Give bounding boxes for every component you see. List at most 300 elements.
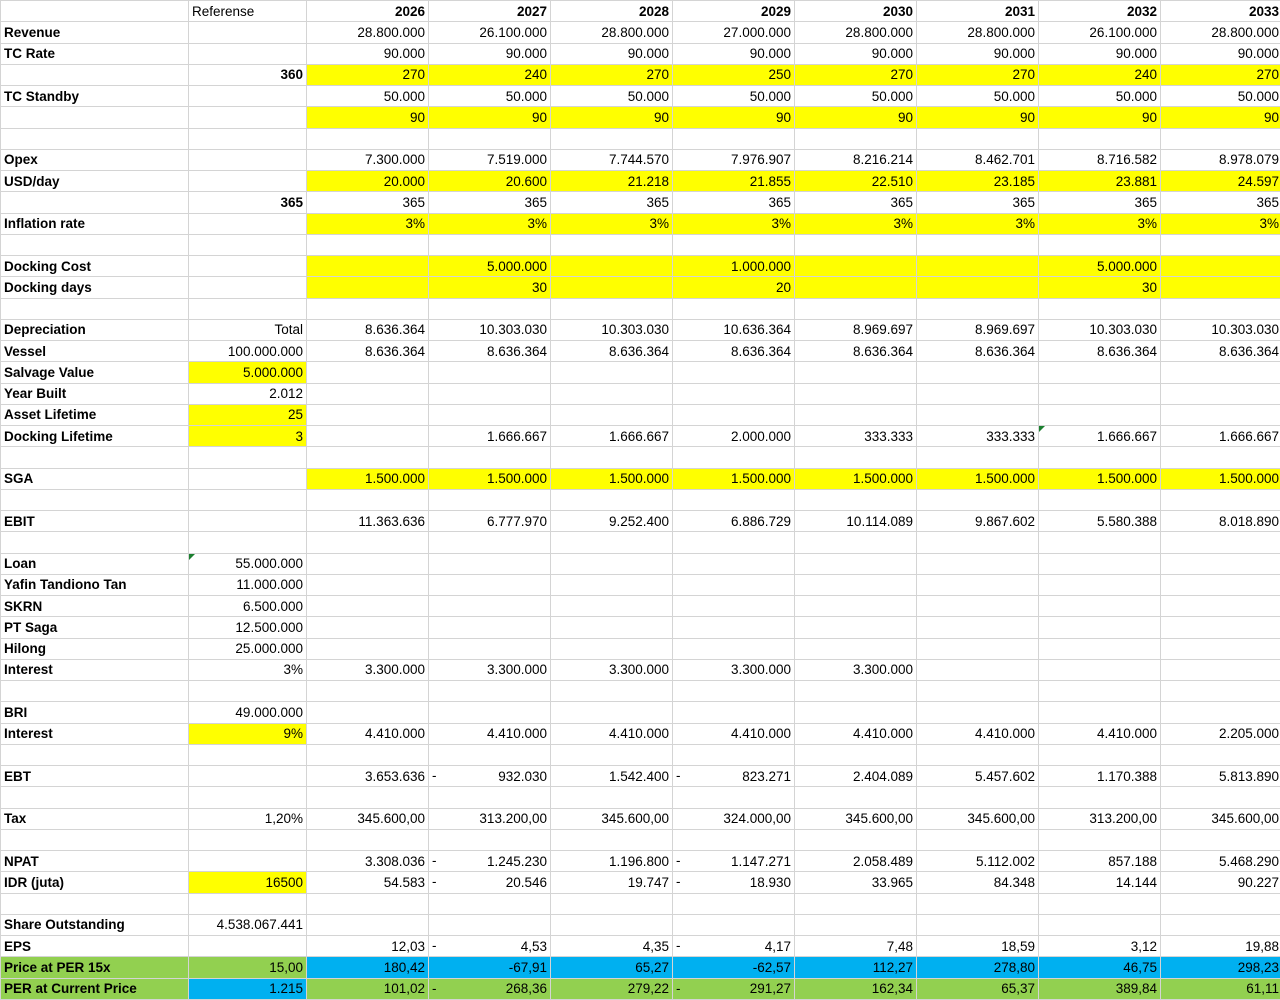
blank-2-2026[interactable] [307, 234, 429, 255]
vessel-2033[interactable] [1161, 341, 1280, 362]
docking-days-2030[interactable] [795, 277, 917, 298]
blank-8-2027[interactable] [429, 744, 551, 765]
blank-6-2033[interactable] [1161, 532, 1280, 553]
inflation-rate-2031[interactable] [917, 213, 1039, 234]
pt-saga-2026[interactable] [307, 617, 429, 638]
blank-1-2029[interactable] [673, 128, 795, 149]
loan-2027[interactable] [429, 553, 551, 574]
loan-reference[interactable] [189, 553, 307, 574]
year-built-2026[interactable] [307, 383, 429, 404]
docking-lifetime-2027[interactable] [429, 426, 551, 447]
interest-bri-2029[interactable] [673, 723, 795, 744]
blank-8-2030[interactable] [795, 744, 917, 765]
blank-10-2030[interactable] [795, 829, 917, 850]
vessel-2028[interactable] [551, 341, 673, 362]
eps-2031[interactable] [917, 936, 1039, 957]
docking-cost-2030[interactable] [795, 256, 917, 277]
docking-days-2033[interactable] [1161, 277, 1280, 298]
interest-bri-2027[interactable] [429, 723, 551, 744]
tax-2026[interactable] [307, 808, 429, 829]
price-per-15x-2027[interactable] [429, 957, 551, 978]
blank-8-2033[interactable] [1161, 744, 1280, 765]
docking-lifetime-reference[interactable] [189, 426, 307, 447]
share-outstanding-2028[interactable] [551, 914, 673, 935]
interest-bri-2030[interactable] [795, 723, 917, 744]
blank-5-2033[interactable] [1161, 489, 1280, 510]
blank-7-2027[interactable] [429, 681, 551, 702]
blank-7-2031[interactable] [917, 681, 1039, 702]
docking-lifetime-2028[interactable] [551, 426, 673, 447]
pt-saga-2030[interactable] [795, 617, 917, 638]
tc-standby-2028[interactable] [551, 86, 673, 107]
tc-standby-2027[interactable] [429, 86, 551, 107]
blank-7-label[interactable] [1, 681, 189, 702]
ebt-2033[interactable] [1161, 766, 1280, 787]
npat-2028[interactable] [551, 851, 673, 872]
pt-saga-2033[interactable] [1161, 617, 1280, 638]
salvage-value-2026[interactable] [307, 362, 429, 383]
tc-rate-2032[interactable] [1039, 43, 1161, 64]
idr-juta-2029[interactable] [673, 872, 795, 893]
interest-loan-reference[interactable] [189, 659, 307, 680]
year-header-2033[interactable]: 2033 [1161, 1, 1280, 22]
price-per-15x-2031[interactable] [917, 957, 1039, 978]
hilong-2026[interactable] [307, 638, 429, 659]
salvage-value-2032[interactable] [1039, 362, 1161, 383]
per-current-price-2027[interactable] [429, 978, 551, 999]
yafin-2030[interactable] [795, 574, 917, 595]
eps-2028[interactable] [551, 936, 673, 957]
loan-2031[interactable] [917, 553, 1039, 574]
pt-saga-reference[interactable] [189, 617, 307, 638]
ebt-2028[interactable] [551, 766, 673, 787]
interest-loan-2027[interactable] [429, 659, 551, 680]
vessel-2031[interactable] [917, 341, 1039, 362]
year-header-2031[interactable]: 2031 [917, 1, 1039, 22]
salvage-value-reference[interactable] [189, 362, 307, 383]
hilong-label[interactable]: Hilong [1, 638, 189, 659]
bri-2029[interactable] [673, 702, 795, 723]
blank-6-2028[interactable] [551, 532, 673, 553]
ebt-2027[interactable] [429, 766, 551, 787]
eps-2029[interactable] [673, 936, 795, 957]
blank-2-reference[interactable] [189, 234, 307, 255]
pt-saga-2027[interactable] [429, 617, 551, 638]
npat-label[interactable]: NPAT [1, 851, 189, 872]
opex-2031[interactable] [917, 149, 1039, 170]
bri-2028[interactable] [551, 702, 673, 723]
share-outstanding-2026[interactable] [307, 914, 429, 935]
blank-4-2033[interactable] [1161, 447, 1280, 468]
tc-days-2028[interactable] [551, 64, 673, 85]
usd-day-2031[interactable] [917, 171, 1039, 192]
idr-juta-2027[interactable] [429, 872, 551, 893]
npat-2027[interactable] [429, 851, 551, 872]
share-outstanding-2033[interactable] [1161, 914, 1280, 935]
per-current-price-reference[interactable] [189, 978, 307, 999]
docking-cost-2028[interactable] [551, 256, 673, 277]
blank-2-2029[interactable] [673, 234, 795, 255]
opex-days-2030[interactable] [795, 192, 917, 213]
inflation-rate-2032[interactable] [1039, 213, 1161, 234]
idr-juta-2028[interactable] [551, 872, 673, 893]
standby-days-2031[interactable] [917, 107, 1039, 128]
blank-10-2029[interactable] [673, 829, 795, 850]
blank-10-label[interactable] [1, 829, 189, 850]
loan-2029[interactable] [673, 553, 795, 574]
interest-loan-2026[interactable] [307, 659, 429, 680]
blank-7-2030[interactable] [795, 681, 917, 702]
sga-2030[interactable] [795, 468, 917, 489]
reference-header[interactable]: Referense [189, 1, 307, 22]
yafin-2029[interactable] [673, 574, 795, 595]
blank-7-2026[interactable] [307, 681, 429, 702]
blank-10-2027[interactable] [429, 829, 551, 850]
skrn-label[interactable]: SKRN [1, 596, 189, 617]
blank-8-2031[interactable] [917, 744, 1039, 765]
hilong-2030[interactable] [795, 638, 917, 659]
npat-2032[interactable] [1039, 851, 1161, 872]
tc-standby-2026[interactable] [307, 86, 429, 107]
tax-2030[interactable] [795, 808, 917, 829]
share-outstanding-2027[interactable] [429, 914, 551, 935]
salvage-value-2029[interactable] [673, 362, 795, 383]
loan-2032[interactable] [1039, 553, 1161, 574]
standby-days-2032[interactable] [1039, 107, 1161, 128]
usd-day-label[interactable]: USD/day [1, 171, 189, 192]
blank-11-2032[interactable] [1039, 893, 1161, 914]
blank-1-2027[interactable] [429, 128, 551, 149]
blank-1-2033[interactable] [1161, 128, 1280, 149]
tc-rate-2033[interactable] [1161, 43, 1280, 64]
skrn-2033[interactable] [1161, 596, 1280, 617]
blank-5-label[interactable] [1, 489, 189, 510]
asset-lifetime-reference[interactable] [189, 404, 307, 425]
blank-1-2032[interactable] [1039, 128, 1161, 149]
tc-days-2029[interactable] [673, 64, 795, 85]
blank-10-2032[interactable] [1039, 829, 1161, 850]
bri-reference[interactable] [189, 702, 307, 723]
depreciation-2033[interactable] [1161, 319, 1280, 340]
yafin-2032[interactable] [1039, 574, 1161, 595]
tc-days-2031[interactable] [917, 64, 1039, 85]
docking-cost-2032[interactable] [1039, 256, 1161, 277]
year-header-2028[interactable]: 2028 [551, 1, 673, 22]
docking-lifetime-2033[interactable] [1161, 426, 1280, 447]
docking-days-2027[interactable] [429, 277, 551, 298]
skrn-2031[interactable] [917, 596, 1039, 617]
tc-rate-2029[interactable] [673, 43, 795, 64]
blank-4-2028[interactable] [551, 447, 673, 468]
blank-6-2032[interactable] [1039, 532, 1161, 553]
depreciation-2031[interactable] [917, 319, 1039, 340]
sga-2029[interactable] [673, 468, 795, 489]
vessel-2030[interactable] [795, 341, 917, 362]
usd-day-reference[interactable] [189, 171, 307, 192]
year-header-2029[interactable]: 2029 [673, 1, 795, 22]
yafin-2026[interactable] [307, 574, 429, 595]
opex-2028[interactable] [551, 149, 673, 170]
vessel-2029[interactable] [673, 341, 795, 362]
standby-days-2027[interactable] [429, 107, 551, 128]
blank-9-2033[interactable] [1161, 787, 1280, 808]
blank-1-reference[interactable] [189, 128, 307, 149]
ebit-2030[interactable] [795, 511, 917, 532]
docking-days-2029[interactable] [673, 277, 795, 298]
tax-reference[interactable] [189, 808, 307, 829]
ebt-label[interactable]: EBT [1, 766, 189, 787]
blank-5-2028[interactable] [551, 489, 673, 510]
interest-bri-2032[interactable] [1039, 723, 1161, 744]
revenue-2030[interactable] [795, 22, 917, 43]
yafin-2033[interactable] [1161, 574, 1280, 595]
docking-cost-2027[interactable] [429, 256, 551, 277]
docking-days-2026[interactable] [307, 277, 429, 298]
blank-7-2029[interactable] [673, 681, 795, 702]
sga-2032[interactable] [1039, 468, 1161, 489]
ebt-2031[interactable] [917, 766, 1039, 787]
revenue-label[interactable]: Revenue [1, 22, 189, 43]
pt-saga-2029[interactable] [673, 617, 795, 638]
blank-3-2026[interactable] [307, 298, 429, 319]
year-header-2032[interactable]: 2032 [1039, 1, 1161, 22]
blank-4-2030[interactable] [795, 447, 917, 468]
blank-11-label[interactable] [1, 893, 189, 914]
asset-lifetime-2031[interactable] [917, 404, 1039, 425]
blank-11-2031[interactable] [917, 893, 1039, 914]
blank-11-2028[interactable] [551, 893, 673, 914]
blank-8-2028[interactable] [551, 744, 673, 765]
docking-cost-2031[interactable] [917, 256, 1039, 277]
tax-2031[interactable] [917, 808, 1039, 829]
usd-day-2033[interactable] [1161, 171, 1280, 192]
blank-1-2026[interactable] [307, 128, 429, 149]
vessel-2027[interactable] [429, 341, 551, 362]
tax-2029[interactable] [673, 808, 795, 829]
blank-9-label[interactable] [1, 787, 189, 808]
bri-2031[interactable] [917, 702, 1039, 723]
usd-day-2028[interactable] [551, 171, 673, 192]
loan-2033[interactable] [1161, 553, 1280, 574]
year-header-2027[interactable]: 2027 [429, 1, 551, 22]
blank-10-2031[interactable] [917, 829, 1039, 850]
inflation-rate-reference[interactable] [189, 213, 307, 234]
interest-bri-2033[interactable] [1161, 723, 1280, 744]
per-current-price-2033[interactable] [1161, 978, 1280, 999]
loan-2030[interactable] [795, 553, 917, 574]
blank-4-2029[interactable] [673, 447, 795, 468]
opex-2030[interactable] [795, 149, 917, 170]
blank-8-2026[interactable] [307, 744, 429, 765]
interest-loan-2029[interactable] [673, 659, 795, 680]
interest-bri-2026[interactable] [307, 723, 429, 744]
skrn-2030[interactable] [795, 596, 917, 617]
asset-lifetime-2030[interactable] [795, 404, 917, 425]
vessel-label[interactable]: Vessel [1, 341, 189, 362]
price-per-15x-2032[interactable] [1039, 957, 1161, 978]
bri-2030[interactable] [795, 702, 917, 723]
blank-11-2027[interactable] [429, 893, 551, 914]
per-current-price-2029[interactable] [673, 978, 795, 999]
blank-7-2032[interactable] [1039, 681, 1161, 702]
price-per-15x-2029[interactable] [673, 957, 795, 978]
revenue-2031[interactable] [917, 22, 1039, 43]
blank-5-reference[interactable] [189, 489, 307, 510]
sga-reference[interactable] [189, 468, 307, 489]
sga-2027[interactable] [429, 468, 551, 489]
salvage-value-2027[interactable] [429, 362, 551, 383]
vessel-2032[interactable] [1039, 341, 1161, 362]
opex-reference[interactable] [189, 149, 307, 170]
interest-loan-label[interactable]: Interest [1, 659, 189, 680]
yafin-2027[interactable] [429, 574, 551, 595]
per-current-price-2028[interactable] [551, 978, 673, 999]
blank-9-2031[interactable] [917, 787, 1039, 808]
ebt-2030[interactable] [795, 766, 917, 787]
year-built-2029[interactable] [673, 383, 795, 404]
ebt-reference[interactable] [189, 766, 307, 787]
year-built-2032[interactable] [1039, 383, 1161, 404]
bri-2027[interactable] [429, 702, 551, 723]
eps-label[interactable]: EPS [1, 936, 189, 957]
inflation-rate-2033[interactable] [1161, 213, 1280, 234]
tax-2032[interactable] [1039, 808, 1161, 829]
blank-3-reference[interactable] [189, 298, 307, 319]
tax-2027[interactable] [429, 808, 551, 829]
share-outstanding-2032[interactable] [1039, 914, 1161, 935]
opex-days-label[interactable] [1, 192, 189, 213]
bri-2033[interactable] [1161, 702, 1280, 723]
asset-lifetime-label[interactable]: Asset Lifetime [1, 404, 189, 425]
blank-3-2029[interactable] [673, 298, 795, 319]
ebit-2026[interactable] [307, 511, 429, 532]
tc-standby-2032[interactable] [1039, 86, 1161, 107]
docking-cost-reference[interactable] [189, 256, 307, 277]
yafin-label[interactable]: Yafin Tandiono Tan [1, 574, 189, 595]
hilong-2028[interactable] [551, 638, 673, 659]
hilong-reference[interactable] [189, 638, 307, 659]
depreciation-2026[interactable] [307, 319, 429, 340]
idr-juta-2032[interactable] [1039, 872, 1161, 893]
yafin-2028[interactable] [551, 574, 673, 595]
blank-7-2033[interactable] [1161, 681, 1280, 702]
tc-rate-2027[interactable] [429, 43, 551, 64]
depreciation-reference[interactable] [189, 319, 307, 340]
asset-lifetime-2027[interactable] [429, 404, 551, 425]
pt-saga-2032[interactable] [1039, 617, 1161, 638]
docking-cost-2026[interactable] [307, 256, 429, 277]
blank-2-2028[interactable] [551, 234, 673, 255]
interest-bri-2028[interactable] [551, 723, 673, 744]
per-current-price-2026[interactable] [307, 978, 429, 999]
sga-label[interactable]: SGA [1, 468, 189, 489]
blank-6-label[interactable] [1, 532, 189, 553]
loan-2026[interactable] [307, 553, 429, 574]
skrn-2028[interactable] [551, 596, 673, 617]
usd-day-2026[interactable] [307, 171, 429, 192]
price-per-15x-2028[interactable] [551, 957, 673, 978]
tc-days-label[interactable] [1, 64, 189, 85]
inflation-rate-2027[interactable] [429, 213, 551, 234]
tc-days-2026[interactable] [307, 64, 429, 85]
tc-days-2033[interactable] [1161, 64, 1280, 85]
tc-standby-2031[interactable] [917, 86, 1039, 107]
npat-2026[interactable] [307, 851, 429, 872]
eps-2030[interactable] [795, 936, 917, 957]
tc-days-2027[interactable] [429, 64, 551, 85]
salvage-value-2030[interactable] [795, 362, 917, 383]
blank-11-2026[interactable] [307, 893, 429, 914]
ebt-2029[interactable] [673, 766, 795, 787]
standby-days-2030[interactable] [795, 107, 917, 128]
opex-2033[interactable] [1161, 149, 1280, 170]
blank-6-2031[interactable] [917, 532, 1039, 553]
blank-10-reference[interactable] [189, 829, 307, 850]
idr-juta-2033[interactable] [1161, 872, 1280, 893]
hilong-2033[interactable] [1161, 638, 1280, 659]
sga-2026[interactable] [307, 468, 429, 489]
docking-days-2032[interactable] [1039, 277, 1161, 298]
usd-day-2030[interactable] [795, 171, 917, 192]
per-current-price-2030[interactable] [795, 978, 917, 999]
depreciation-2032[interactable] [1039, 319, 1161, 340]
salvage-value-label[interactable]: Salvage Value [1, 362, 189, 383]
asset-lifetime-2029[interactable] [673, 404, 795, 425]
interest-bri-label[interactable]: Interest [1, 723, 189, 744]
tc-rate-2028[interactable] [551, 43, 673, 64]
share-outstanding-2031[interactable] [917, 914, 1039, 935]
standby-days-reference[interactable] [189, 107, 307, 128]
per-current-price-2032[interactable] [1039, 978, 1161, 999]
blank-4-2031[interactable] [917, 447, 1039, 468]
blank-9-2029[interactable] [673, 787, 795, 808]
tc-standby-reference[interactable] [189, 86, 307, 107]
blank-11-reference[interactable] [189, 893, 307, 914]
docking-lifetime-2032[interactable] [1039, 426, 1161, 447]
blank-9-2032[interactable] [1039, 787, 1161, 808]
blank-11-2033[interactable] [1161, 893, 1280, 914]
year-built-label[interactable]: Year Built [1, 383, 189, 404]
share-outstanding-2030[interactable] [795, 914, 917, 935]
bri-2026[interactable] [307, 702, 429, 723]
ebit-label[interactable]: EBIT [1, 511, 189, 532]
blank-3-label[interactable] [1, 298, 189, 319]
docking-days-2031[interactable] [917, 277, 1039, 298]
npat-reference[interactable] [189, 851, 307, 872]
year-built-2027[interactable] [429, 383, 551, 404]
year-built-2033[interactable] [1161, 383, 1280, 404]
blank-4-2032[interactable] [1039, 447, 1161, 468]
docking-lifetime-2029[interactable] [673, 426, 795, 447]
blank-3-2028[interactable] [551, 298, 673, 319]
depreciation-2027[interactable] [429, 319, 551, 340]
revenue-2033[interactable] [1161, 22, 1280, 43]
vessel-2026[interactable] [307, 341, 429, 362]
tc-days-2032[interactable] [1039, 64, 1161, 85]
interest-loan-2031[interactable] [917, 659, 1039, 680]
blank-3-2030[interactable] [795, 298, 917, 319]
blank-10-2026[interactable] [307, 829, 429, 850]
ebit-2031[interactable] [917, 511, 1039, 532]
opex-days-2031[interactable] [917, 192, 1039, 213]
inflation-rate-2030[interactable] [795, 213, 917, 234]
salvage-value-2028[interactable] [551, 362, 673, 383]
asset-lifetime-2032[interactable] [1039, 404, 1161, 425]
npat-2029[interactable] [673, 851, 795, 872]
blank-8-2032[interactable] [1039, 744, 1161, 765]
standby-days-2029[interactable] [673, 107, 795, 128]
year-built-reference[interactable] [189, 383, 307, 404]
